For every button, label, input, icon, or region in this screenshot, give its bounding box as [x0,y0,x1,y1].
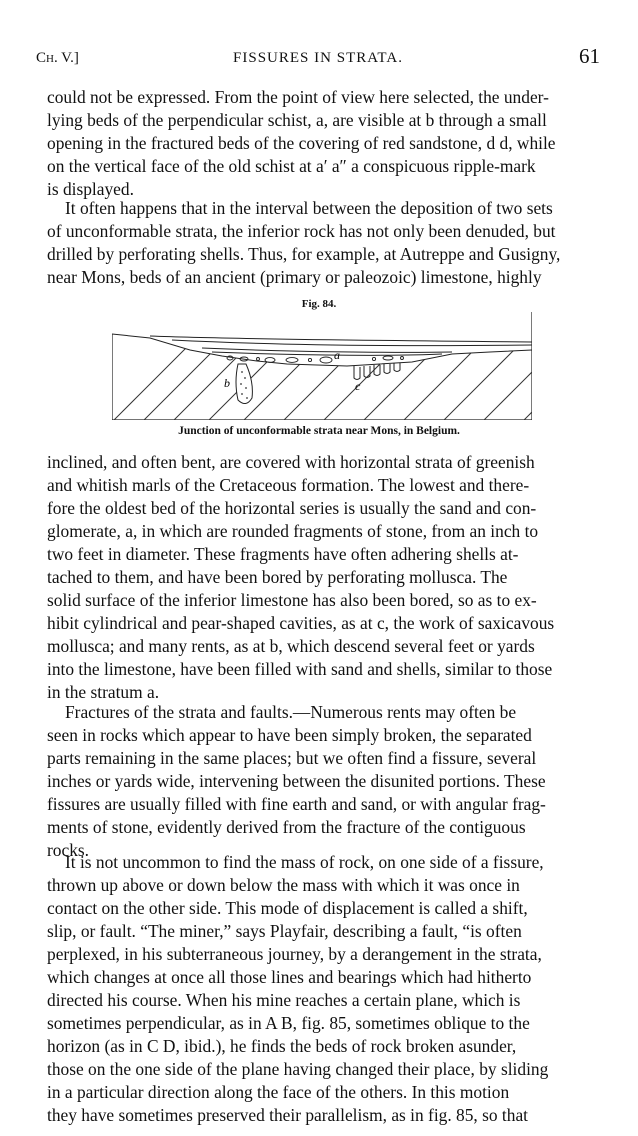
text-line: inches or yards wide, intervening between the disunited portions. These [47,771,546,791]
text-line: which changes at once all those lines and bearings which had hitherto [47,967,532,987]
text-line: is displayed. [47,179,134,199]
text-line: lying beds of the perpendicular schist, a, are visible at b through a small [47,110,547,130]
figure-caption: Junction of unconformable strata near Mons, in Belgium. [178,425,460,437]
text-line: and whitish marls of the Cretaceous formation. The lowest and there- [47,475,530,495]
running-header [36,44,600,70]
filled-rent [236,364,252,404]
text-line: slip, or fault. “The miner,” says Playfair, describing a fault, “is often [47,921,522,941]
text-line: horizon (as in C D, ibid.), he finds the beds of rock broken asunder, [47,1036,517,1056]
text-line: could not be expressed. From the point of view here selected, the under- [47,87,549,107]
text-line: rocks. [47,840,90,860]
figure-84-illustration [112,312,532,420]
text-line: solid surface of the inferior limestone has also been bored, so as to ex- [47,590,537,610]
text-line: fissures are usually filled with fine earth and sand, or with angular frag- [47,794,546,814]
paragraph-continuation [47,86,606,201]
text-line: two feet in diameter. These fragments have often adhering shells at- [47,544,519,564]
text-line: ments of stone, evidently derived from the fracture of the contiguous [47,817,526,837]
text-line: perplexed, in his subterraneous journey, by a derangement in the strata, [47,944,542,964]
text-line: contact on the other side. This mode of displacement is called a shift, [47,898,528,918]
text-line: mollusca; and many rents, as at b, which descend several feet or yards [47,636,535,656]
text-line: seen in rocks which appear to have been simply broken, the separated [47,725,532,745]
text-line: of unconformable strata, the inferior rock has not only been denuded, but [47,221,556,241]
text-line: in a particular direction along the face of the others. In this motion [47,1082,510,1102]
paragraph-unconformable [47,197,606,289]
text-line: glomerate, a, in which are rounded fragments of stone, from an inch to [47,521,539,541]
text-line: hibit cylindrical and pear-shaped cavities, as at c, the work of saxicavous [47,613,555,633]
text-line: tached to them, and have been bored by perforating mollusca. The [47,567,508,587]
text-line: near Mons, beds of an ancient (primary or paleozoic) limestone, highly [47,267,542,287]
horizontal-strata [112,334,532,366]
text-line: It is not uncommon to find the mass of rock, on one side of a fissure, [65,852,544,872]
text-line: Fractures of the strata and faults.—Numerous rents may often be [65,702,517,722]
running-title: FISSURES IN STRATA. [233,50,403,66]
text-line: parts remaining in the same places; but we often find a fissure, several [47,748,537,768]
text-line: opening in the fractured beds of the covering of red sandstone, d d, while [47,133,556,153]
figure-letter-c: c [355,379,361,393]
paragraph-faults [47,851,606,1127]
text-line: directed his course. When his mine reaches a certain plane, which is [47,990,521,1010]
chapter-label: Ch. V.] [36,50,79,66]
conglomerate-pebbles [227,356,404,363]
text-line: they have sometimes preserved their parallelism, as in fig. 85, so that [47,1105,529,1125]
text-line: on the vertical face of the old schist at a′ a″ a conspicuous ripple-mark [47,156,536,176]
figure-letter-b: b [224,376,230,390]
text-line: inclined, and often bent, are covered with horizontal strata of greenish [47,452,535,472]
paragraph-cretaceous [47,451,606,704]
text-line: drilled by perforating shells. Thus, for example, at Autreppe and Gusigny, [47,244,561,264]
text-line: sometimes perpendicular, as in A B, fig. 85, sometimes oblique to the [47,1013,530,1033]
text-line: in the stratum a. [47,682,160,702]
text-line: It often happens that in the interval between the deposition of two sets [65,198,553,218]
paragraph-fractures [47,701,606,862]
page-number: 61 [579,44,600,68]
figure-label: Fig. 84. [301,298,337,310]
text-line: fore the oldest bed of the horizontal series is usually the sand and con- [47,498,537,518]
figure-letter-a: a [334,348,340,362]
text-line: those on the one side of the plane having changed their place, by sliding [47,1059,549,1079]
text-line: into the limestone, have been filled with sand and shells, similar to those [47,659,553,679]
text-line: thrown up above or down below the mass with which it was once in [47,875,520,895]
